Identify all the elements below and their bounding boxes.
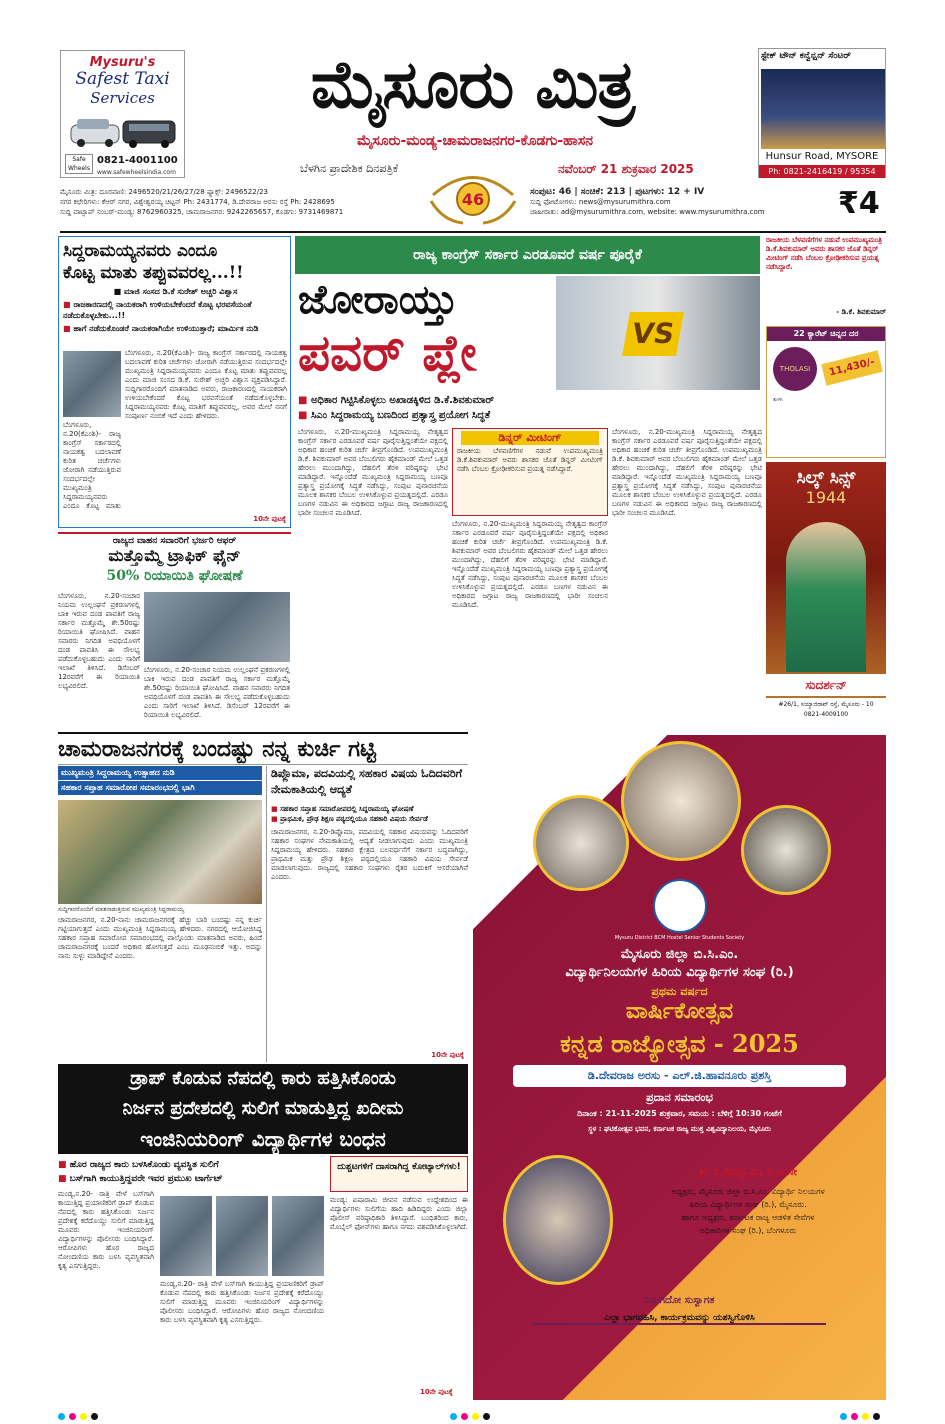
diploma-kicker: ■ ಸಹಕಾರ ಸಪ್ತಾಹ ಸಮಾರೋಪದಲ್ಲಿ ಸಿದ್ದರಾಮಯ್ಯ ಘೋಷಣೆ <box>267 804 468 814</box>
dinner-body: ರಾಜಕೀಯ ಬೆಳವಣಿಗೆಗಳ ನಡುವೆ ಉಪಮುಖ್ಯಮಂತ್ರಿ ಡಿ.ಕೆ.ಶಿವಕುಮಾರ್ ಅವರು ಶಾಸಕರ ಜೊತೆ ಡಿನ್ನರ್ ಮೀಟಿಂಗ್ ನಡೆಸಿ ಬೆಂಬಲ ಕ್ರೋಢೀಕರಿಸುವ ಪ್ರಯತ್ನ ನಡೆಸಿದ್ದಾರೆ. <box>457 447 603 473</box>
engineering-headline-3: ಇಂಜಿನಿಯರಿಂಗ್ ವಿದ್ಯಾರ್ಥಿಗಳ ಬಂಧನ <box>140 1127 386 1151</box>
powerplay-body-col2: ಬೆಂಗಳೂರು, ನ.20-ಮುಖ್ಯಮಂತ್ರಿ ಸಿದ್ದರಾಮಯ್ಯ ನೇತೃತ್ವದ ಕಾಂಗ್ರೆಸ್ ಸರ್ಕಾರ ಎರಡೂವರೆ ವರ್ಷ ಪೂರೈಸುತ್ತಿದ್ದಂತೆಯೇ ಪಕ್ಷದಲ್ಲಿ ಅಧಿಕಾರ ಹಂಚಿಕೆ ಕುರಿತ ಚರ್ಚೆ ತೀವ್ರಗೊಂಡಿದೆ. ಉಪಮುಖ್ಯಮಂತ್ರಿ ಡಿ.ಕೆ. ಶಿವಕುಮಾರ್ ಅವರ ಬೆಂಬಲಿಗರು ಹೈಕಮಾಂಡ್ ಮೇಲೆ ಒತ್ತಡ ಹೇರಲು ಮುಂದಾಗಿದ್ದು, ದೆಹಲಿಗೆ ತೆರಳಿ ವರಿಷ್ಠರನ್ನು ಭೇಟಿ ಮಾಡಿದ್ದಾರೆ. ಇನ್ನೊಂದೆಡೆ ಮುಖ್ಯಮಂತ್ರಿ ಸಿದ್ದರಾಮಯ್ಯ ಬಣವೂ ಪ್ರತ್ಯಾಸ್ತ್ರ ಪ್ರಯೋಗಕ್ಕೆ ಸಿದ್ಧತೆ ನಡೆಸಿದ್ದು, ಸಂಪುಟ ಪುನಾರಚನೆಯ ಮೂಲಕ ಶಾಸಕರ ಬೆಂಬಲ ಉಳಿಸಿಕೊಳ್ಳುವ ಪ್ರಯತ್ನದಲ್ಲಿದೆ. ಎರಡೂ ಬಣಗಳ ನಡುವಿನ ಈ ಅಧಿಕಾರದ ಜಗ್ಗಾಟ ರಾಜ್ಯ ರಾಜಕಾರಣದಲ್ಲಿ ಭಾರೀ ಸಂಚಲನ ಮೂಡಿಸಿದೆ. <box>452 520 608 609</box>
silk-ad-contact <box>766 698 886 730</box>
portrait-center <box>621 741 741 861</box>
engineering-headline-2: ನಿರ್ಜನ ಪ್ರದೇಶದಲ್ಲಿ ಸುಲಿಗೆ ಮಾಡುತ್ತಿದ್ದ ಖದೀಮ <box>122 1098 404 1119</box>
powerplay-headline-1: ಜೋರಾಯ್ತು <box>298 276 458 323</box>
office-info-line: ಮೈಸೂರು ಮಿತ್ರ: ದೂರವಾಣಿ: 2496520/21/26/27/28 ಫ್ಯಾಕ್ಸ್: 2496522/23 <box>60 188 268 196</box>
cyan-dot <box>450 1413 457 1420</box>
issue-date: ನವೆಂಬರ್ 21 ಶುಕ್ರವಾರ 2025 <box>558 162 694 176</box>
magenta-dot <box>69 1413 76 1420</box>
traffic-kicker: ರಾಜ್ಯದ ವಾಹನ ಸವಾರರಿಗೆ ಭರ್ಜರಿ ಆಫರ್ <box>112 536 237 546</box>
color-registration-left <box>58 1405 102 1424</box>
leaders-photo <box>556 276 760 390</box>
siddu-headline-1: ಸಿದ್ದರಾಮಯ್ಯನವರು ಎಂದೂ <box>63 241 218 261</box>
engineering-bullets <box>58 1158 328 1186</box>
event-title-2: ಕನ್ನಡ ರಾಜ್ಯೋತ್ಸವ - 2025 <box>560 1029 799 1058</box>
cm-photo-caption: ಸುದ್ದಿಗಾರರೊಂದಿಗೆ ಮಾತನಾಡುತ್ತಿರುವ ಮುಖ್ಯಮಂತ್ರಿ ಸಿದ್ದರಾಮಯ್ಯ <box>58 906 185 913</box>
dk-quote-box <box>766 236 886 322</box>
chief-guest-role-2: ಹಿರಿಯ ವಿದ್ಯಾರ್ಥಿಗಳ ಸಂಘ (ರಿ.), ಮೈಸೂರು. <box>689 1200 807 1209</box>
chief-guest-role-1: ಅಧ್ಯಕ್ಷರು, ಮೈಸೂರು ಜಿಲ್ಲಾ ಬಿ.ಸಿ.ಎಂ. ವಿದ್ಯಾರ್ಥಿ ನಿಲಯಗಳ <box>671 1187 825 1196</box>
color-registration-center <box>450 1405 494 1424</box>
newspaper-title: ಮೈಸೂರು ಮಿತ್ರ <box>310 45 635 123</box>
cm-photo <box>58 800 262 904</box>
black-dot <box>483 1413 490 1420</box>
emblem-number: 46 <box>461 190 485 209</box>
event-title-1: ವಾರ್ಷಿಕೋತ್ಸವ <box>625 999 734 1024</box>
powerplay-body-col3: ಬೆಂಗಳೂರು, ನ.20-ಮುಖ್ಯಮಂತ್ರಿ ಸಿದ್ದರಾಮಯ್ಯ ನೇತೃತ್ವದ ಕಾಂಗ್ರೆಸ್ ಸರ್ಕಾರ ಎರಡೂವರೆ ವರ್ಷ ಪೂರೈಸುತ್ತಿದ್ದಂತೆಯೇ ಪಕ್ಷದಲ್ಲಿ ಅಧಿಕಾರ ಹಂಚಿಕೆ ಕುರಿತ ಚರ್ಚೆ ತೀವ್ರಗೊಂಡಿದೆ. ಉಪಮುಖ್ಯಮಂತ್ರಿ ಡಿ.ಕೆ. ಶಿವಕುಮಾರ್ ಅವರ ಬೆಂಬಲಿಗರು ಹೈಕಮಾಂಡ್ ಮೇಲೆ ಒತ್ತಡ ಹೇರಲು ಮುಂದಾಗಿದ್ದು, ದೆಹಲಿಗೆ ತೆರಳಿ ವರಿಷ್ಠರನ್ನು ಭೇಟಿ ಮಾಡಿದ್ದಾರೆ. ಇನ್ನೊಂದೆಡೆ ಮುಖ್ಯಮಂತ್ರಿ ಸಿದ್ದರಾಮಯ್ಯ ಬಣವೂ ಪ್ರತ್ಯಾಸ್ತ್ರ ಪ್ರಯೋಗಕ್ಕೆ ಸಿದ್ಧತೆ ನಡೆಸಿದ್ದು, ಸಂಪುಟ ಪುನಾರಚನೆಯ ಮೂಲಕ ಶಾಸಕರ ಬೆಂಬಲ ಉಳಿಸಿಕೊಳ್ಳುವ ಪ್ರಯತ್ನದಲ್ಲಿದೆ. ಎರಡೂ ಬಣಗಳ ನಡುವಿನ ಈ ಅಧಿಕಾರದ ಜಗ್ಗಾಟ ರಾಜ್ಯ ರಾಜಕಾರಣದಲ್ಲಿ ಭಾರೀ ಸಂಚಲನ ಮೂಡಿಸಿದೆ. <box>612 428 762 517</box>
price: ₹4 <box>838 186 880 221</box>
powerplay-kicker: ರಾಜ್ಯ ಕಾಂಗ್ರೆಸ್ ಸರ್ಕಾರ ಎರಡೂವರೆ ವರ್ಷ ಪೂರೈಕೆ <box>413 247 642 263</box>
issue-info <box>530 187 830 217</box>
engineering-bullet-1: ■ ಹೊರ ರಾಜ್ಯದ ಕಾರು ಬಳಸಿಕೊಂಡು ವ್ಯವಸ್ಥಿತ ಸುಲಿಗೆ <box>58 1158 328 1172</box>
chief-guest-photo <box>503 1155 613 1285</box>
yellow-dot <box>80 1413 87 1420</box>
powerplay-headline-2: ಪವರ್ ಪ್ಲೇ <box>298 323 477 382</box>
engineering-side-head: ದುಶ್ಚಟಗಳಿಗೆ ದಾಸರಾಗಿದ್ದ ಕೋಟ್ಯಾಲ್‌ಗಳು! <box>337 1162 461 1172</box>
gold-rate-heading: 22 ಕ್ಯಾರೆಟ್ ಚಿನ್ನದ ದರ <box>767 327 885 341</box>
gold-price-tag: 11,430/- <box>821 350 883 385</box>
silk-ad-address: #26/1, ಸಯ್ಯಾಜಿರಾವ್ ರಸ್ತೆ, ಮೈಸೂರು - 10 <box>778 701 874 708</box>
office-info-line: ಸುದ್ದಿ ವಾಟ್ಸಾಪ್ ನಂಬರ್-ಮಂಡ್ಯ: 8762960325, ಚಾಮರಾಜನಗರ: 9242265657, ಕೊಡಗು: 9731469871 <box>60 208 344 216</box>
silk-ad-heading: ಸಿಲ್ಕ್ ಸಿನ್ಸ್ <box>796 468 856 488</box>
convention-ad-heading: ಸ್ಟೇಕ್ ಟೌನ್ ಕನ್ವೆನ್ಷನ್ ಸೆಂಟರ್ <box>761 51 851 61</box>
chamarajanagar-bullets <box>58 766 262 795</box>
gold-ad-brand: ತುಳಸಿ <box>773 397 783 403</box>
engineering-headline-1: ಡ್ರಾಪ್ ಕೊಡುವ ನೆಪದಲ್ಲಿ ಕಾರು ಹತ್ತಿಸಿಕೊಂಡು <box>130 1068 396 1089</box>
gold-rate-ad[interactable] <box>766 326 886 458</box>
dk-quote: ರಾಜಕೀಯ ಬೆಳವಣಿಗೆಗಳ ನಡುವೆ ಉಪಮುಖ್ಯಮಂತ್ರಿ ಡಿ.ಕೆ.ಶಿವಕುಮಾರ್ ಅವರು ಶಾಸಕರ ಜೊತೆ ಡಿನ್ನರ್ ಮೀಟಿಂಗ್ ನಡೆಸಿ ಬೆಂಬಲ ಕ್ರೋಢೀಕರಿಸುವ ಪ್ರಯತ್ನ ನಡೆಸಿದ್ದಾರೆ. <box>766 236 882 271</box>
event-ad[interactable] <box>473 735 886 1400</box>
event-award: ಡಿ.ದೇವರಾಜ ಅರಸು - ಎಲ್.ಜಿ.ಹಾವನೂರು ಪ್ರಶಸ್ತಿ <box>513 1065 846 1087</box>
diploma-continued[interactable]: 10ನೇ ಪುಟಕ್ಕೆ <box>431 1051 464 1059</box>
convention-ad-phone: Ph: 0821-2416419 / 95354 91919 <box>759 165 885 178</box>
silk-ad[interactable] <box>766 462 886 730</box>
traffic-body-col2: ಬೆಂಗಳೂರು, ನ.20-ಸಂಚಾರ ನಿಯಮ ಉಲ್ಲಂಘನೆ ಪ್ರಕರಣಗಳಲ್ಲಿ ಬಾಕಿ ಇರುವ ದಂಡ ಪಾವತಿಗೆ ರಾಜ್ಯ ಸರ್ಕಾರ ಮತ್ತೊಮ್ಮೆ ಶೇ.50ರಷ್ಟು ರಿಯಾಯಿತಿ ಘೋಷಿಸಿದೆ. ವಾಹನ ಸವಾರರು ನಿಗದಿತ ಅವಧಿಯೊಳಗೆ ದಂಡ ಪಾವತಿಸಿ ಈ ಸೌಲಭ್ಯ ಪಡೆದುಕೊಳ್ಳಬಹುದು ಎಂದು ಸಾರಿಗೆ ಇಲಾಖೆ ತಿಳಿಸಿದೆ. ಡಿಸೆಂಬರ್ 12ರವರೆಗೆ ಈ ರಿಯಾಯಿತಿ ಲಭ್ಯವಿರಲಿದೆ. <box>144 666 290 719</box>
event-date: ದಿನಾಂಕ : 21-11-2025 ಶುಕ್ರವಾರ, ಸಮಯ : ಬೆಳಿಗ್ಗೆ 10:30 ಗಂಟೆಗೆ <box>577 1109 782 1118</box>
traffic-headline-2: 50% ರಿಯಾಯಿತಿ ಘೋಷಣೆ <box>106 568 243 584</box>
engineering-headline-band <box>58 1064 468 1154</box>
engineering-body: ಮಂಡ್ಯ,ನ.20- ರಾತ್ರಿ ವೇಳೆ ಬಸ್‌ಗಾಗಿ ಕಾಯುತ್ತಿದ್ದ ಪ್ರಯಾಣಿಕರಿಗೆ ಡ್ರಾಪ್ ಕೊಡುವ ನೆಪದಲ್ಲಿ ಕಾರು ಹತ್ತಿಸಿಕೊಂಡು ನಿರ್ಜನ ಪ್ರದೇಶಕ್ಕೆ ಕರೆದೊಯ್ದು ಸುಲಿಗೆ ಮಾಡುತ್ತಿದ್ದ ಮೂವರು ಇಂಜಿನಿಯರಿಂಗ್ ವಿದ್ಯಾರ್ಥಿಗಳನ್ನು ಪೊಲೀಸರು ಬಂಧಿಸಿದ್ದಾರೆ. ಆರೋಪಿಗಳು ಹೊರ ರಾಜ್ಯದ ನೋಂದಣಿಯ ಕಾರು ಬಳಸಿ ವ್ಯವಸ್ಥಿತವಾಗಿ ಕೃತ್ಯ ಎಸಗುತ್ತಿದ್ದರು. <box>58 1190 154 1270</box>
taxi-ad-web: www.safewheelsindia.com <box>97 169 176 176</box>
siddu-kicker: ■ ಮಾಜಿ ಸಂಸದ ಡಿ.ಕೆ ಸುರೇಶ್ ಅಚ್ಚರಿ ವಿಶ್ವಾಸ <box>113 287 238 296</box>
magenta-dot <box>851 1413 858 1420</box>
office-info <box>60 187 420 217</box>
event-pre: ಪ್ರಥಮ ವರ್ಷದ <box>651 985 708 998</box>
tholasi-logo: THOLASI <box>773 347 817 391</box>
chamarajanagar-bullet-2: ಸಹಕಾರ ಸಪ್ತಾಹ ಸಮಾರೋಪ ಸಮಾರಂಭದಲ್ಲಿ ಭಾಗಿ <box>58 781 262 795</box>
safe-wheels-logo: Safe Wheels <box>65 154 93 174</box>
magenta-dot <box>461 1413 468 1420</box>
news-email: ಸುದ್ದಿ ಫೋಟೋಗಳು: news@mysurumithra.com <box>530 198 671 206</box>
dk-suresh-photo <box>63 351 121 417</box>
silk-ad-phone: 0821-4009100 <box>803 711 849 718</box>
chief-guest-role-3: ಹಾಗೂ ಅಧ್ಯಕ್ಷರು, ಕರ್ನಾಟಕ ರಾಜ್ಯ ಆಡಳಿತ ಸೇವೆಗಳ <box>681 1213 815 1222</box>
siddu-bullet-2: ■ ಹಾಗೆ ನಡೆದುಕೊಂಡರೆ ನಾಯಕರಾಗಿಯೇ ಉಳಿಯುತ್ತಾರೆ; ಮಾರ್ಮಿಕ ನುಡಿ <box>63 323 288 334</box>
engineering-continued[interactable]: 10ನೇ ಪುಟಕ್ಕೆ <box>420 1388 453 1396</box>
event-award-sub: ಪ್ರದಾನ ಸಮಾರಂಭ <box>646 1091 713 1104</box>
invite-text: ಎಲ್ಲಾ ಭಾಗವಹಿಸಿ, ಕಾರ್ಯಕ್ರಮವನ್ನು ಯಶಸ್ವಿಗೊಳಿಸಿ <box>533 1313 826 1325</box>
taxi-ad-line3: Services <box>90 89 155 107</box>
yellow-dot <box>862 1413 869 1420</box>
event-org-2: ವಿದ್ಯಾರ್ಥಿನಿಲಯಗಳ ಹಿರಿಯ ವಿದ್ಯಾರ್ಥಿಗಳ ಸಂಘ (ರಿ.) <box>565 965 794 980</box>
color-registration-right <box>840 1405 884 1424</box>
diploma-headline: ಡಿಪ್ಲೊಮಾ, ಪದವಿಯಲ್ಲಿ ಸಹಕಾರ ವಿಷಯ ಓದಿದವರಿಗೆ ನೇಮಕಾತಿಯಲ್ಲಿ ಆದ್ಯತೆ <box>271 767 463 796</box>
siddu-continued[interactable]: 10ನೇ ಪುಟಕ್ಕೆ <box>253 515 286 523</box>
taxi-ad-line1: Mysuru's <box>89 55 156 70</box>
convention-centre-ad[interactable] <box>758 48 886 189</box>
traffic-photo <box>144 592 290 662</box>
society-logo-text: Mysuru District BCM Hostel Senior Students Society <box>614 935 745 941</box>
engineering-body-2: ಮಂಡ್ಯ,ನ.20- ರಾತ್ರಿ ವೇಳೆ ಬಸ್‌ಗಾಗಿ ಕಾಯುತ್ತಿದ್ದ ಪ್ರಯಾಣಿಕರಿಗೆ ಡ್ರಾಪ್ ಕೊಡುವ ನೆಪದಲ್ಲಿ ಕಾರು ಹತ್ತಿಸಿಕೊಂಡು ನಿರ್ಜನ ಪ್ರದೇಶಕ್ಕೆ ಕರೆದೊಯ್ದು ಸುಲಿಗೆ ಮಾಡುತ್ತಿದ್ದ ಮೂವರು ಇಂಜಿನಿಯರಿಂಗ್ ವಿದ್ಯಾರ್ಥಿಗಳನ್ನು ಪೊಲೀಸರು ಬಂಧಿಸಿದ್ದಾರೆ. ಆರೋಪಿಗಳು ಹೊರ ರಾಜ್ಯದ ನೋಂದಣಿಯ ಕಾರು ಬಳಸಿ ವ್ಯವಸ್ಥಿತವಾಗಿ ಕೃತ್ಯ ಎಸಗುತ್ತಿದ್ದರು. <box>160 1280 324 1324</box>
cars-image <box>69 111 177 149</box>
powerplay-bullet-1: ■ ಅಧಿಕಾರ ಗಿಟ್ಟಿಸಿಕೊಳ್ಳಲು ಅಖಾಡಕ್ಕಿಳಿದ ಡಿ.ಕೆ.ಶಿವಕುಮಾರ್ <box>298 393 760 408</box>
diploma-body: ಚಾಮರಾಜನಗರ, ನ.20-ಡಿಪ್ಲೊಮಾ, ಪದವಿಯಲ್ಲಿ ಸಹಕಾರ ವಿಷಯವನ್ನು ಓದಿದವರಿಗೆ ಸಹಕಾರ ಸಂಘಗಳ ನೇಮಕಾತಿಯಲ್ಲಿ ಆದ್ಯತೆ ನೀಡಲಾಗುವುದು ಎಂದು ಮುಖ್ಯಮಂತ್ರಿ ಸಿದ್ದರಾಮಯ್ಯ ಹೇಳಿದರು. ಸಹಕಾರ ಕ್ಷೇತ್ರದ ಬಲವರ್ಧನೆಗೆ ಸರ್ಕಾರ ಬದ್ಧವಾಗಿದ್ದು, ಪ್ರಾಥಮಿಕ ಮತ್ತು ಪ್ರೌಢ ಶಿಕ್ಷಣ ಪಠ್ಯದಲ್ಲಿಯೂ ಸಹಕಾರಿ ವಿಷಯ ಸೇರ್ಪಡೆ ಮಾಡಲಾಗುವುದು. ರಾಜ್ಯದಲ್ಲಿ ಸಹಕಾರ ಸಂಘಗಳು ರೈತರ ಬದುಕಿಗೆ ಆಸರೆಯಾಗಿವೆ ಎಂದರು. <box>271 828 468 881</box>
engineering-side-box <box>330 1156 468 1192</box>
model-image <box>786 522 866 672</box>
office-info-line: ನಗರ ಕಛೇರಿಗಳು: ಕೆಆರ್ ನಗರ, ವಿಶ್ವೇಶ್ವರಯ್ಯ ಚಿಟ್ಟನ್ Ph: 2431774, ಡಿ.ದೇವರಾಜ ಅರಸು ರಸ್ತೆ Ph: 2428695 <box>60 198 335 206</box>
powerplay-bullets <box>298 393 760 423</box>
cyan-dot <box>840 1413 847 1420</box>
sudarshan-logo: ಸುದರ್ಶನ್ <box>766 674 886 696</box>
traffic-story <box>58 532 291 732</box>
taxi-ad-line2: Safest Taxi <box>75 69 170 89</box>
accused-photo-2 <box>216 1196 268 1276</box>
powerplay-bullet-2: ■ ಸಿಎಂ ಸಿದ್ದರಾಮಯ್ಯ ಬಣದಿಂದ ಪ್ರತ್ಯಾಸ್ತ್ರ ಪ್ರಯೋಗ ಸಿದ್ಧತೆ <box>298 408 760 423</box>
traffic-body-col1: ಬೆಂಗಳೂರು, ನ.20-ಸಂಚಾರ ನಿಯಮ ಉಲ್ಲಂಘನೆ ಪ್ರಕರಣಗಳಲ್ಲಿ ಬಾಕಿ ಇರುವ ದಂಡ ಪಾವತಿಗೆ ರಾಜ್ಯ ಸರ್ಕಾರ ಮತ್ತೊಮ್ಮೆ ಶೇ.50ರಷ್ಟು ರಿಯಾಯಿತಿ ಘೋಷಿಸಿದೆ. ವಾಹನ ಸವಾರರು ನಿಗದಿತ ಅವಧಿಯೊಳಗೆ ದಂಡ ಪಾವತಿಸಿ ಈ ಸೌಲಭ್ಯ ಪಡೆದುಕೊಳ್ಳಬಹುದು ಎಂದು ಸಾರಿಗೆ ಇಲಾಖೆ ತಿಳಿಸಿದೆ. ಡಿಸೆಂಬರ್ 12ರವರೆಗೆ ಈ ರಿಯಾಯಿತಿ ಲಭ್ಯವಿರಲಿದೆ. <box>58 592 140 690</box>
siddu-body-col: ಬೆಂಗಳೂರು, ನ.20(ಕೆಎಂಶಿ)- ರಾಜ್ಯ ಕಾಂಗ್ರೆಸ್ ಸರ್ಕಾರದಲ್ಲಿ ನಾಯಕತ್ವ ಬದಲಾವಣೆ ಕುರಿತ ಚರ್ಚೆಗಳು ಜೋರಾಗಿ ನಡೆಯುತ್ತಿರುವ ಸಂದರ್ಭದಲ್ಲೇ ಮುಖ್ಯಮಂತ್ರಿ ಸಿದ್ದರಾಮಯ್ಯನವರು ಎಂದೂ ಕೊಟ್ಟ ಮಾತು <box>63 421 121 510</box>
newspaper-subtitle: ಮೈಸೂರು-ಮಂಡ್ಯ-ಚಾಮರಾಜನಗರ-ಕೊಡಗು-ಹಾಸನ <box>356 133 594 149</box>
dinner-headline: ಡಿನ್ನರ್ ಮೀಟಿಂಗ್ <box>461 431 599 445</box>
powerplay-body-col1: ಬೆಂಗಳೂರು, ನ.20-ಮುಖ್ಯಮಂತ್ರಿ ಸಿದ್ದರಾಮಯ್ಯ ನೇತೃತ್ವದ ಕಾಂಗ್ರೆಸ್ ಸರ್ಕಾರ ಎರಡೂವರೆ ವರ್ಷ ಪೂರೈಸುತ್ತಿದ್ದಂತೆಯೇ ಪಕ್ಷದಲ್ಲಿ ಅಧಿಕಾರ ಹಂಚಿಕೆ ಕುರಿತ ಚರ್ಚೆ ತೀವ್ರಗೊಂಡಿದೆ. ಉಪಮುಖ್ಯಮಂತ್ರಿ ಡಿ.ಕೆ. ಶಿವಕುಮಾರ್ ಅವರ ಬೆಂಬಲಿಗರು ಹೈಕಮಾಂಡ್ ಮೇಲೆ ಒತ್ತಡ ಹೇರಲು ಮುಂದಾಗಿದ್ದು, ದೆಹಲಿಗೆ ತೆರಳಿ ವರಿಷ್ಠರನ್ನು ಭೇಟಿ ಮಾಡಿದ್ದಾರೆ. ಇನ್ನೊಂದೆಡೆ ಮುಖ್ಯಮಂತ್ರಿ ಸಿದ್ದರಾಮಯ್ಯ ಬಣವೂ ಪ್ರತ್ಯಾಸ್ತ್ರ ಪ್ರಯೋಗಕ್ಕೆ ಸಿದ್ಧತೆ ನಡೆಸಿದ್ದು, ಸಂಪುಟ ಪುನಾರಚನೆಯ ಮೂಲಕ ಶಾಸಕರ ಬೆಂಬಲ ಉಳಿಸಿಕೊಳ್ಳುವ ಪ್ರಯತ್ನದಲ್ಲಿದೆ. ಎರಡೂ ಬಣಗಳ ನಡುವಿನ ಈ ಅಧಿಕಾರದ ಜಗ್ಗಾಟ ರಾಜ್ಯ ರಾಜಕಾರಣದಲ್ಲಿ ಭಾರೀ ಸಂಚಲನ ಮೂಡಿಸಿದೆ. <box>298 428 448 517</box>
siddu-headline-2: ಕೊಟ್ಟ ಮಾತು ತಪ್ಪುವವರಲ್ಲ...!! <box>63 263 244 283</box>
chamarajanagar-body: ಚಾಮರಾಜನಗರ, ನ.20-ನಾನು ಚಾಮರಾಜನಗರಕ್ಕೆ ಹೆಚ್ಚು ಬಾರಿ ಬಂದಷ್ಟು ನನ್ನ ಕುರ್ಚಿ ಗಟ್ಟಿಯಾಗುತ್ತದೆ ಎಂದು ಮುಖ್ಯಮಂತ್ರಿ ಸಿದ್ದರಾಮಯ್ಯ ಹೇಳಿದರು. ನಗರದಲ್ಲಿ ಆಯೋಜಿಸಿದ್ದ ಸಹಕಾರ ಸಪ್ತಾಹ ಸಮಾರೋಪ ಸಮಾರಂಭದಲ್ಲಿ ಪಾಲ್ಗೊಂಡು ಮಾತನಾಡಿದ ಅವರು, ಹಿಂದೆ ಚಾಮರಾಜನಗರಕ್ಕೆ ಬಂದರೆ ಅಧಿಕಾರ ಹೋಗುತ್ತದೆ ಎಂಬ ಮೂಢನಂಬಿಕೆ ಇತ್ತು. ಅದನ್ನು ನಾನು ಸುಳ್ಳು ಮಾಡಿದ್ದೇನೆ ಎಂದರು. <box>58 916 262 960</box>
chief-guest-role-4: ಅಧಿಕಾರಿಗಳ ಸಂಘ (ರಿ.), ಬೆಂಗಳೂರು <box>699 1226 797 1235</box>
event-org-1: ಮೈಸೂರು ಜಿಲ್ಲಾ ಬಿ.ಸಿ.ಎಂ. <box>620 947 739 962</box>
siddu-story <box>58 236 291 528</box>
newspaper-tagline: ಬೆಳಗಿನ ಪ್ರಾದೇಶಿಕ ದಿನಪತ್ರಿಕೆ <box>300 162 399 175</box>
portrait-right <box>741 805 831 895</box>
society-logo <box>653 879 707 933</box>
chief-guest-name: ಶ್ರೀ ಬಿ.ಶಿವಸ್ವಾಮಿ, ಕ.ಆ.ಸೇ <box>698 1165 798 1178</box>
invite-head: ನಿಮಗಿದೋ ಸುಸ್ವಾಗತ <box>644 1295 715 1306</box>
chief-guest-roles <box>623 1185 873 1237</box>
black-dot <box>873 1413 880 1420</box>
diploma-story <box>266 766 468 1062</box>
chamarajanagar-bullet-1: ಮುಖ್ಯಮಂತ್ರಿ ಸಿದ್ದರಾಮಯ್ಯ ಉತ್ಸಾಹದ ನುಡಿ <box>58 766 262 780</box>
volume-issue: ಸಂಪುಟ: 46 | ಸಂಚಿಕೆ: 213 | ಪುಟಗಳು: 12 + IV <box>530 187 705 197</box>
black-dot <box>91 1413 98 1420</box>
engineering-bullet-2: ■ ಬಸ್‌ಗಾಗಿ ಕಾಯುತ್ತಿದ್ದವರೇ ಇವರ ಪ್ರಮುಖ ಟಾರ್ಗೆಟ್ <box>58 1172 328 1186</box>
vs-badge: VS <box>622 312 684 356</box>
engineering-side-body: ಮಂಡ್ಯ: ಐಷಾರಾಮಿ ಜೀವನ ನಡೆಸುವ ಉದ್ದೇಶದಿಂದ ಈ ವಿದ್ಯಾರ್ಥಿಗಳು ಸುಲಿಗೆಯ ಹಾದಿ ಹಿಡಿದಿದ್ದರು ಎಂದು ಜಿಲ್ಲಾ ಪೊಲೀಸ್ ವರಿಷ್ಠಾಧಿಕಾರಿ ತಿಳಿಸಿದ್ದಾರೆ. ಬಂಧಿತರಿಂದ ಕಾರು, ಮೊಬೈಲ್ ಫೋನ್‌ಗಳು ಹಾಗೂ ನಗದು ವಶಪಡಿಸಿಕೊಳ್ಳಲಾಗಿದೆ. <box>330 1196 468 1231</box>
convention-ad-location: Hunsur Road, MYSORE <box>765 151 879 162</box>
silk-ad-year: 1944 <box>805 488 847 507</box>
event-venue: ಸ್ಥಳ : ಘಟಿಕೋತ್ಸವ ಭವನ, ಕರ್ನಾಟಕ ರಾಜ್ಯ ಮುಕ್ತ ವಿಶ್ವವಿದ್ಯಾನಿಲಯ, ಮೈಸೂರು <box>588 1125 771 1133</box>
convention-building-image <box>761 69 885 149</box>
diploma-kicker-2: ■ ಪ್ರಾಥಮಿಕ, ಪ್ರೌಢ ಶಿಕ್ಷಣ ಪಠ್ಯದಲ್ಲಿಯೂ ಸಹಕಾರಿ ವಿಷಯ ಸೇರ್ಪಡೆ <box>267 814 468 824</box>
chamarajanagar-headline: ಚಾಮರಾಜನಗರಕ್ಕೆ ಬಂದಷ್ಟು ನನ್ನ ಕುರ್ಚಿ ಗಟ್ಟಿ <box>58 732 468 765</box>
accused-photo-1 <box>160 1196 212 1276</box>
masthead-divider <box>60 231 886 233</box>
cyan-dot <box>58 1413 65 1420</box>
taxi-ad[interactable] <box>60 50 185 178</box>
portrait-left <box>533 795 629 891</box>
ad-email: ಜಾಹೀರಾತು: ad@mysurumithra.com, website: www.mysurumithra.com <box>530 208 765 216</box>
yellow-dot <box>472 1413 479 1420</box>
siddu-body: ಬೆಂಗಳೂರು, ನ.20(ಕೆಎಂಶಿ)- ರಾಜ್ಯ ಕಾಂಗ್ರೆಸ್ ಸರ್ಕಾರದಲ್ಲಿ ನಾಯಕತ್ವ ಬದಲಾವಣೆ ಕುರಿತ ಚರ್ಚೆಗಳು ಜೋರಾಗಿ ನಡೆಯುತ್ತಿರುವ ಸಂದರ್ಭದಲ್ಲೇ ಮುಖ್ಯಮಂತ್ರಿ ಸಿದ್ದರಾಮಯ್ಯನವರು ಎಂದೂ ಕೊಟ್ಟ ಮಾತು ತಪ್ಪುವವರಲ್ಲ ಎಂದು ಮಾಜಿ ಸಂಸದ ಡಿ.ಕೆ. ಸುರೇಶ್ ಅಚ್ಚರಿ ವಿಶ್ವಾಸ ವ್ಯಕ್ತಪಡಿಸಿದ್ದಾರೆ. ಸುದ್ದಿಗಾರರೊಂದಿಗೆ ಮಾತನಾಡಿದ ಅವರು, ರಾಜಕಾರಣದಲ್ಲಿ ನಾಯಕರಾಗಿ ಉಳಿಯಬೇಕೆಂದರೆ ಕೊಟ್ಟ ಭರವಸೆಯಂತೆ ನಡೆದುಕೊಳ್ಳಬೇಕು. ಸಿದ್ದರಾಮಯ್ಯನವರು ಕೊಟ್ಟ ಮಾತಿಗೆ ತಪ್ಪುವವರಲ್ಲ, ಅವರ ಮೇಲೆ ನನಗೆ ಸಂಪೂರ್ಣ ನಂಬಿಕೆ ಇದೆ ಎಂದು ಹೇಳಿದರು. <box>125 349 287 420</box>
traffic-headline: ಮತ್ತೊಮ್ಮೆ ಟ್ರಾಫಿಕ್ ಫೈನ್ <box>108 546 241 565</box>
taxi-ad-phone: 0821-4001100 <box>97 155 178 166</box>
dk-quote-author: - ಡಿ.ಕೆ. ಶಿವಕುಮಾರ್ <box>836 308 886 316</box>
powerplay-kicker-band <box>295 236 760 274</box>
accused-photo-3 <box>272 1196 324 1276</box>
siddu-bullet-1: ■ ರಾಜಕಾರಣದಲ್ಲಿ ನಾಯಕರಾಗಿ ಉಳಿಯಬೇಕೆಂದರೆ ಕೊಟ್ಟ ಭರವಸೆಯಂತೆ ನಡೆದುಕೊಳ್ಳಬೇಕು...!! <box>63 299 288 321</box>
anniversary-emblem <box>423 165 523 227</box>
dinner-box <box>452 428 608 516</box>
